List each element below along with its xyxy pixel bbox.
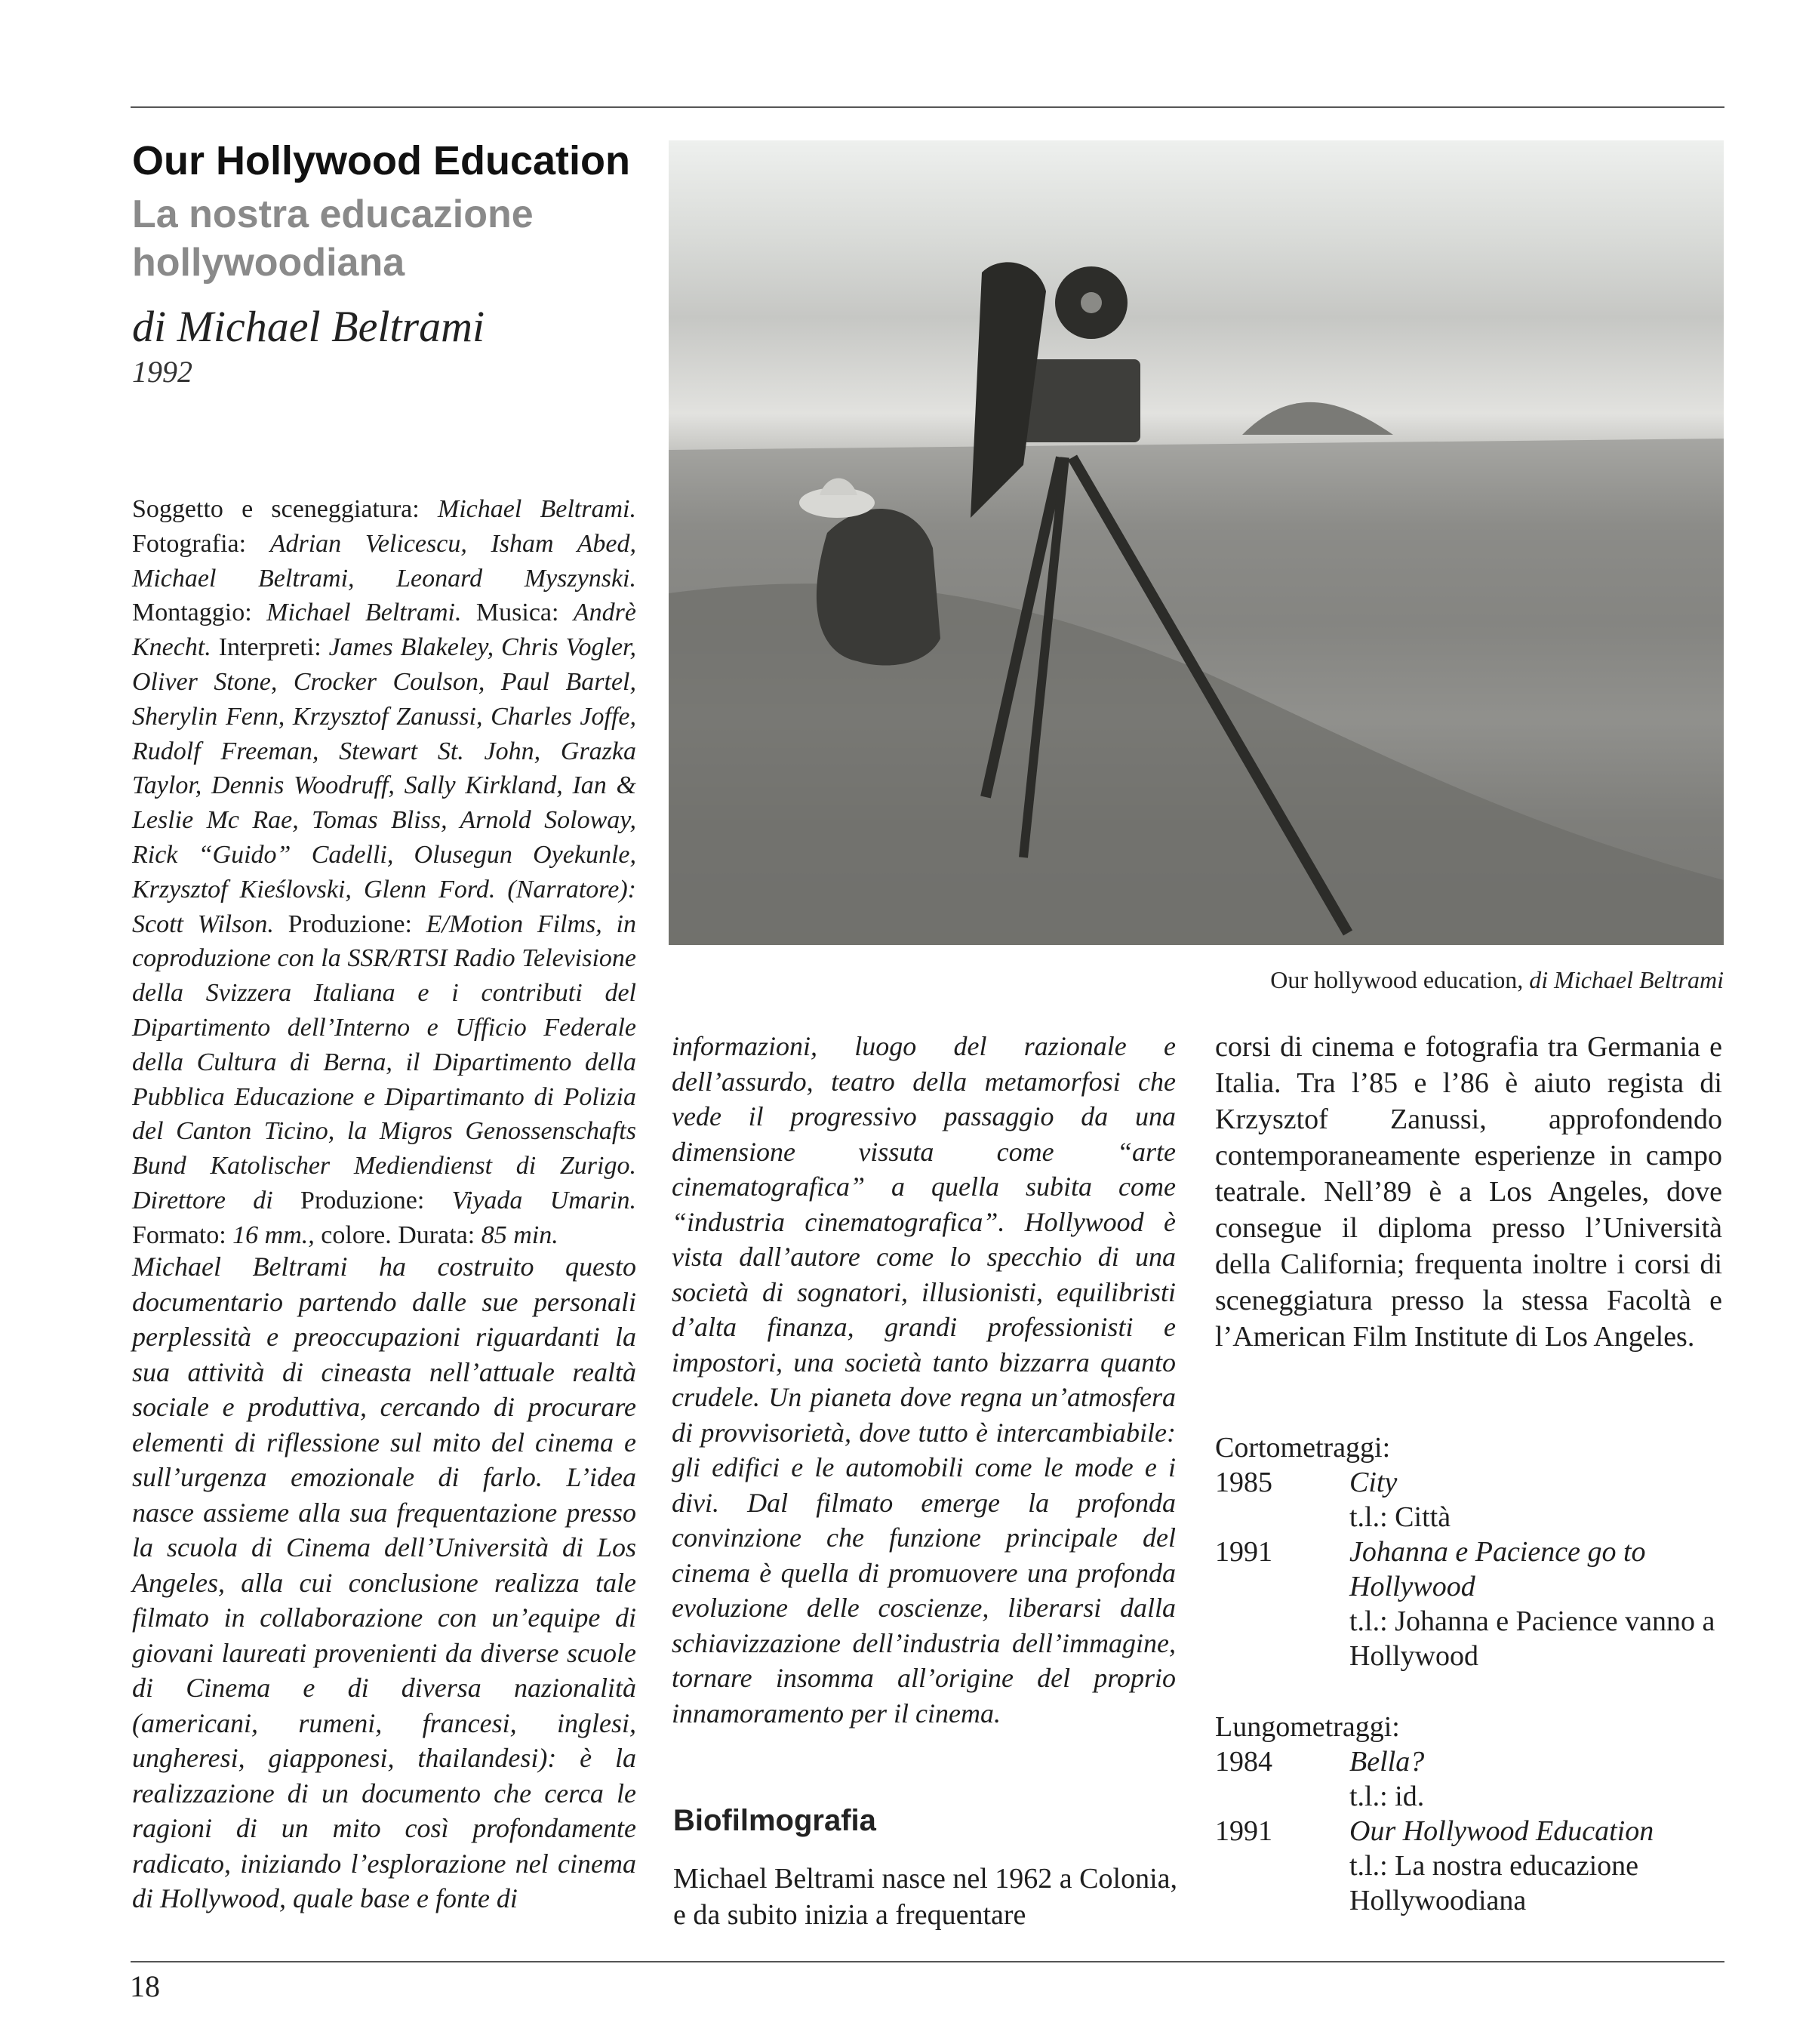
credit-label: Montaggio:	[132, 599, 267, 627]
top-rule	[131, 106, 1724, 108]
credit-label: Produzione:	[272, 1186, 452, 1214]
entry-translated-title: t.l.: Johanna e Pacience vanno a Hollywood	[1349, 1605, 1715, 1672]
credit-label: Formato:	[132, 1221, 233, 1249]
entry-year: 1991	[1215, 1536, 1272, 1568]
bio-paragraph-start: Michael Beltrami nasce nel 1962 a Colonia, e da subito inizia a frequentare	[673, 1863, 1177, 1931]
credit-label: Soggetto e sceneggiatura:	[132, 495, 438, 523]
credit-value: Michael Beltrami.	[437, 495, 636, 523]
credit-value: Viyada Umarin.	[451, 1186, 636, 1214]
credit-value: E/Motion Films, in coproduzione con la SSR/RTSI Radio Televisione della Svizzera Italiana e i contributi del Dipartimento dell’Interno e Ufficio Federale della Cultura di Berna, il Dipartimento della Pubblica Educazione e Dipartimanto di Polizia del Canton Ticino, la Migros Genossenschafts Bund Katolischer Mediendienst di Zurigo. Direttore di	[132, 910, 636, 1214]
credit-label: Musica:	[461, 599, 574, 627]
byline: di Michael Beltrami	[132, 302, 485, 351]
credit-label: Interpreti:	[211, 633, 329, 662]
biofilmografia-heading: Biofilmografia	[673, 1804, 876, 1837]
filmography-entry	[1215, 1465, 1722, 1535]
title-english: Our Hollywood Education	[132, 138, 630, 183]
entry-translated-title: t.l.: id.	[1349, 1781, 1425, 1812]
synopsis-part-2: informazioni, luogo del razionale e dell’assurdo, teatro della metamorfosi che vede il progressivo passaggio da una dimensione vissuta come “arte cinematografica” a quella subita come “industria cinematografica”. Hollywood è vista dall’autore come lo specchio di una società di sognatori, illusionisti, equilibristi d’alta finanza, grandi professionisti e impostori, una società tanto bizzarra quanto crudele. Un pianeta dove regna un’atmosfera di provvisorietà, dove tutto è intercambiabile: gli edifici e le automobili come le mode e i divi. Dal filmato emerge la profonda convinzione che funzione principale del cinema è quella di promuovere una profonda evoluzione delle coscienze, liberarsi dalla schiavizzazione dell’industria dell’immagine, tornare insomma all’origine del proprio innamoramento per il cinema.	[672, 1031, 1176, 1728]
filmography-entry	[1215, 1535, 1722, 1673]
credit-value: Andrè Knecht.	[132, 599, 636, 662]
feature-films-list	[1215, 1710, 1722, 1918]
entry-title: Bella?	[1349, 1746, 1425, 1778]
credit-value: 85 min.	[481, 1221, 558, 1249]
filmography-entry	[1215, 1814, 1722, 1918]
entry-year: 1984	[1215, 1746, 1272, 1778]
bottom-rule	[131, 1961, 1724, 1962]
short-films-heading: Cortometraggi:	[1215, 1432, 1391, 1464]
caption-author: di Michael Beltrami	[1529, 966, 1724, 993]
feature-films-heading: Lungometraggi:	[1215, 1711, 1400, 1743]
year: 1992	[132, 355, 192, 389]
credit-value: James Blakeley, Chris Vogler, Oliver Stone, Crocker Coulson, Paul Bartel, Sherylin Fenn, Krzysztof Zanussi, Charles Joffe, Rudolf Freeman, Stewart St. John, Grazka Taylor, Dennis Woodruff, Sally Kirkland, Ian & Leslie Mc Rae, Tomas Bliss, Arnold Soloway, Rick “Guido” Cadelli, Olusegun Oyekunle, Krzysztof Kieślovski, Glenn Ford. (Narratore): Scott Wilson.	[132, 633, 637, 938]
credit-value: Michael Beltrami.	[266, 599, 462, 627]
credit-value: Adrian Velicescu, Isham Abed, Michael Beltrami, Leonard Myszynski.	[132, 529, 636, 593]
synopsis-part-1: Michael Beltrami ha costruito questo documentario partendo dalle sue personali perplessità e preoccupazioni riguardanti la sua attività di cineasta nell’attuale realtà sociale e produttiva, cercando di procurare elementi di riflessione sul mito del cinema e sull’urgenza emozionale di farlo. L’idea nasce assieme alla sua frequentazione presso la scuola di Cinema dell’Università di Los Angeles, alla cui conclusione realizza tale filmato in collaborazione con un’equipe di giovani laureati provenienti da diverse scuole di Cinema e di diversa nazionalità (americani, rumeni, francesi, inglesi, ungheresi, giapponesi, thailandesi): è la realizzazione di un documento che cerca le ragioni di un mito così profondamente radicato, iniziando l’esplorazione nel cinema di Hollywood, quale base e fonte di	[132, 1251, 636, 1913]
credit-value: 16 mm.,	[232, 1221, 315, 1249]
film-still-photo	[669, 140, 1724, 945]
entry-year: 1985	[1215, 1467, 1272, 1498]
credit-label: Produzione:	[273, 910, 426, 938]
credits-paragraph	[132, 492, 636, 1253]
caption-title: Our hollywood education,	[1270, 966, 1530, 993]
title-italian: La nostra educazione hollywoodiana	[132, 192, 534, 285]
page-number: 18	[130, 1969, 160, 2003]
short-films-list	[1215, 1430, 1722, 1673]
credit-label: Fotografia:	[132, 529, 270, 558]
photo-caption	[1177, 965, 1724, 995]
bio-paragraph-continued: corsi di cinema e fotografia tra Germania e Italia. Tra l’85 e l’86 è aiuto regista di Krzysztof Zanussi, approfondendo contemporaneamente esperienze in campo teatrale. Nell’89 è a Los Angeles, dove consegue il diploma presso l’Università della California; frequenta inoltre i corsi di sceneggiatura presso la stessa Facoltà e l’American Film Institute di Los Angeles.	[1215, 1031, 1722, 1353]
credit-label: colore. Durata:	[314, 1221, 481, 1249]
entry-title: Johanna e Pacience go to Hollywood	[1349, 1536, 1646, 1602]
article-header	[132, 136, 645, 391]
entry-title: City	[1349, 1467, 1398, 1498]
entry-year: 1991	[1215, 1815, 1272, 1847]
filmography-entry	[1215, 1744, 1722, 1814]
entry-title: Our Hollywood Education	[1349, 1815, 1654, 1847]
entry-translated-title: t.l.: La nostra educazione Hollywoodiana	[1349, 1850, 1639, 1916]
camera-on-tripod-illustration	[669, 140, 1724, 945]
entry-translated-title: t.l.: Città	[1349, 1501, 1451, 1533]
